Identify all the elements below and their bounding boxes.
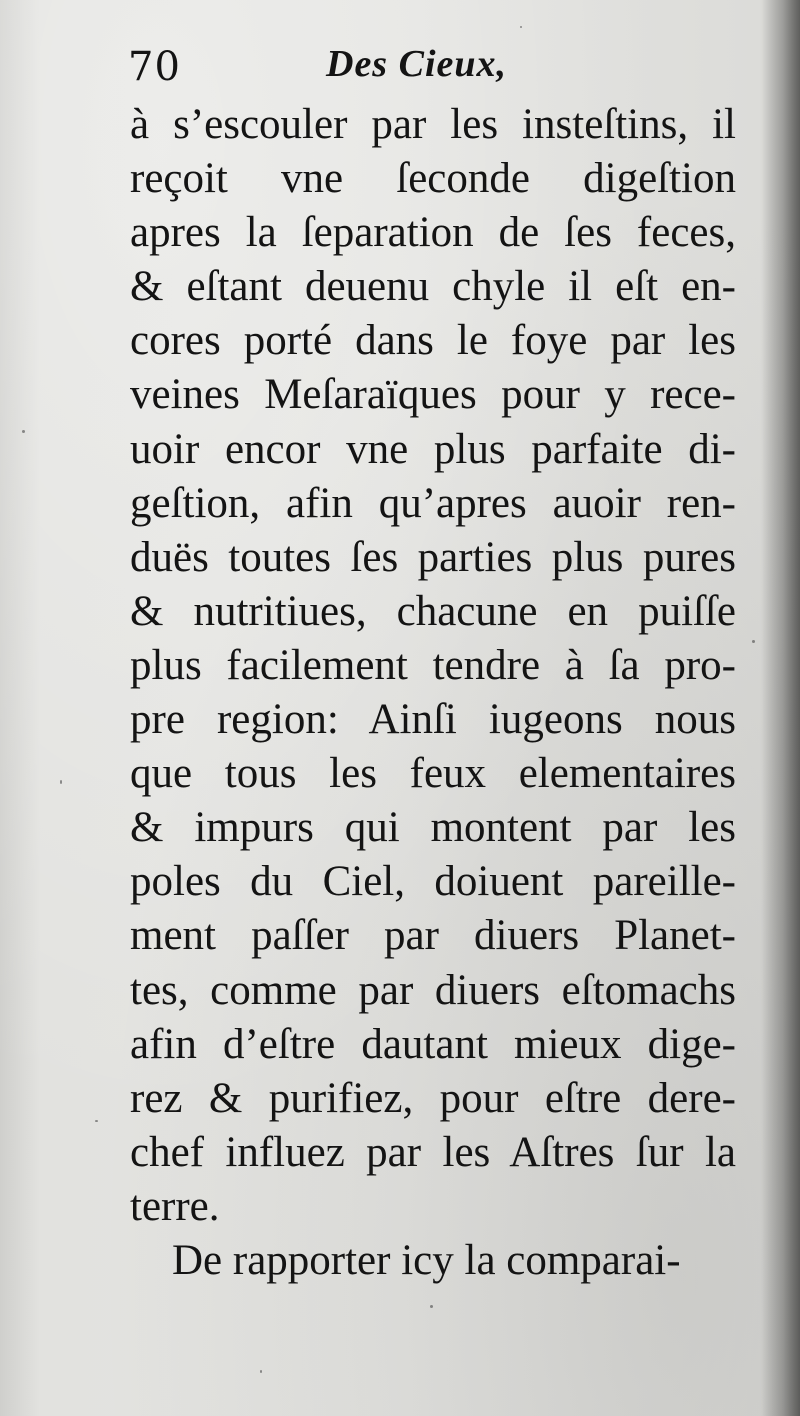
text-line: veines Meſaraïques pour y rece- — [130, 371, 736, 419]
text-line: plus facilement tendre à ſa pro- — [130, 641, 736, 689]
paper-speck — [430, 1305, 433, 1308]
text-line: que tous les feux elementaires — [130, 750, 736, 798]
text-line: ment paſſer par diuers Planet- — [130, 912, 736, 960]
text-line: pre region: Ainſi iugeons nous — [130, 696, 736, 744]
text-line: geſtion, afin qu’apres auoir ren- — [130, 479, 736, 527]
text-line: De rapporter icy la comparai- — [172, 1236, 681, 1284]
body-text — [130, 98, 736, 1288]
text-line: & impurs qui montent par les — [130, 804, 736, 852]
paper-speck — [22, 430, 25, 433]
text-line: chef influez par les Aſtres ſur la — [130, 1128, 736, 1176]
text-line: uoir encor vne plus parfaite di- — [130, 425, 736, 473]
text-line: rez & purifiez, pour eſtre dere- — [130, 1074, 736, 1122]
paper-speck — [60, 780, 62, 784]
text-line: duës toutes ſes parties plus pures — [130, 533, 736, 581]
text-line: & nutritiues, chacune en puiſſe — [130, 587, 736, 635]
text-line: & eſtant deuenu chyle il eſt en- — [130, 263, 736, 311]
text-line: tes, comme par diuers eſtomachs — [130, 966, 736, 1014]
text-line: à s’escouler par les insteſtins, il — [130, 101, 736, 148]
text-line: apres la ſeparation de ſes feces, — [130, 209, 736, 257]
page-edge-shadow — [762, 0, 800, 1416]
text-line: poles du Ciel, doiuent pareille- — [130, 858, 736, 906]
page-number: 70 — [128, 44, 181, 90]
paper-speck — [260, 1370, 262, 1373]
paper-speck — [520, 26, 522, 28]
paper-speck — [95, 1120, 98, 1122]
text-line: reçoit vne ſeconde digeſtion — [130, 155, 736, 203]
running-head: Des Cieux, — [326, 43, 507, 85]
page-header — [128, 40, 728, 100]
paper-speck — [752, 640, 755, 643]
text-line: afin d’eſtre dautant mieux dige- — [130, 1020, 736, 1068]
text-line: terre. — [130, 1182, 220, 1230]
text-line: cores porté dans le foye par les — [130, 317, 736, 365]
